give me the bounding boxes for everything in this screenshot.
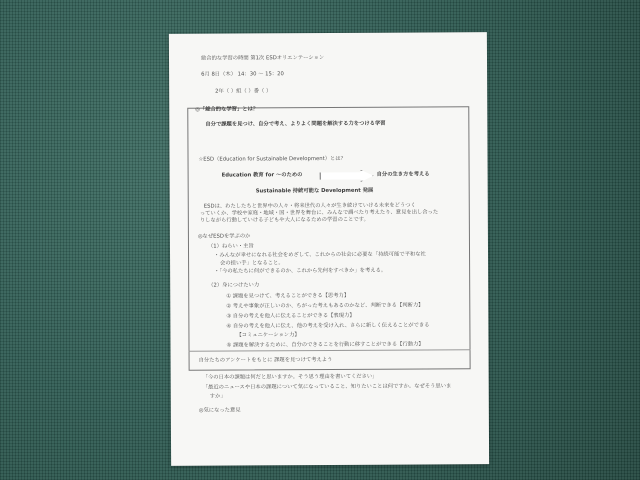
skills-heading: （2）身につけたい力 xyxy=(208,282,260,289)
aim-line-2: 会の担い手」となること。 xyxy=(220,260,284,267)
section-integrated-study: ◎「総合的な学習」とは？ xyxy=(195,106,259,113)
skill-4-label: 【コミュニケーション力】 xyxy=(236,332,300,339)
integrated-study-definition: 自分で課題を見つけ、自分で考え、よりよく問題を解決する力をつける学習 xyxy=(205,120,386,128)
esd-paragraph-line-1: ESDは、わたしたちと世界中の人々・将来世代の人々が生き続けていける未来をどうつく xyxy=(203,202,416,210)
survey-question-2: 「最近のニュースや日本の課題について気になっていること、知りたいことは何ですか。なぜそう思いま xyxy=(202,383,452,391)
esd-paragraph-line-2: っていくか、学校や家庭・地域・国・世界を舞台に、みんなで調べたり考えたり、意見を出し合った xyxy=(199,209,439,217)
header-date: 6月 8日（木） 14：30 ～ 15：20 xyxy=(201,71,284,78)
esd-paragraph-line-3: りしながら行動していける子どもや大人になるための学習のことです。 xyxy=(199,216,369,224)
section-esd: ☆ESD（Education for Sustainable Development）とは？ xyxy=(198,155,346,163)
aim-line-3: ・「今の私たちに何ができるのか、これから先何をすべきか」を考える。 xyxy=(214,267,387,275)
why-esd: ◎なぜESDを学ぶのか xyxy=(197,233,251,240)
survey-question-1: 「今の日本の課題は何だと思いますか。そう思う理由を書いてください」 xyxy=(202,373,378,381)
skill-2: ② 考えや事象が正しいのか、ちがった考えもあるのかなど、判断できる【判断力】 xyxy=(226,302,424,310)
survey-heading: 自分たちのアンケートをもとに 課題を見つけて考えよう xyxy=(198,356,333,364)
skill-4: ④ 自分の考えを他人に伝え、他の考えを受け入れ、さらに新しく伝えることができる xyxy=(226,322,430,330)
aim-line-1: ・みんなが幸せになれる社会をめざして、これからの社会に必要な「持続可能で平和な社 xyxy=(214,251,426,259)
survey-question-2-end: すか」 xyxy=(209,393,226,400)
handout-sheet xyxy=(169,32,489,466)
skill-3: ③ 自分の考えを他人に伝えることができる【表現力】 xyxy=(226,312,355,320)
esd-terms-row-1: Education 教育 for ～のための xyxy=(221,172,303,179)
notes-heading: ◎気になった意見 xyxy=(198,407,241,414)
header-name-line: 2年（ ）組（ ）番（ ） xyxy=(215,88,272,95)
skill-5: ⑤ 課題を解決するために、自分のできることを行動に移すことができる【行動力】 xyxy=(226,341,424,349)
skill-1: ① 課題を見つけて、考えることができる【思考力】 xyxy=(226,292,350,300)
aim-heading: （1）ねらい・主旨 xyxy=(207,243,254,250)
header-title: 総合的な学習の時間 第1次 ESDオリエンテーション xyxy=(200,55,325,62)
esd-terms-row-2: Sustainable 持続可能な Development 発展 xyxy=(255,187,374,195)
life-way-text: 自分の生き方を考える xyxy=(376,171,430,178)
